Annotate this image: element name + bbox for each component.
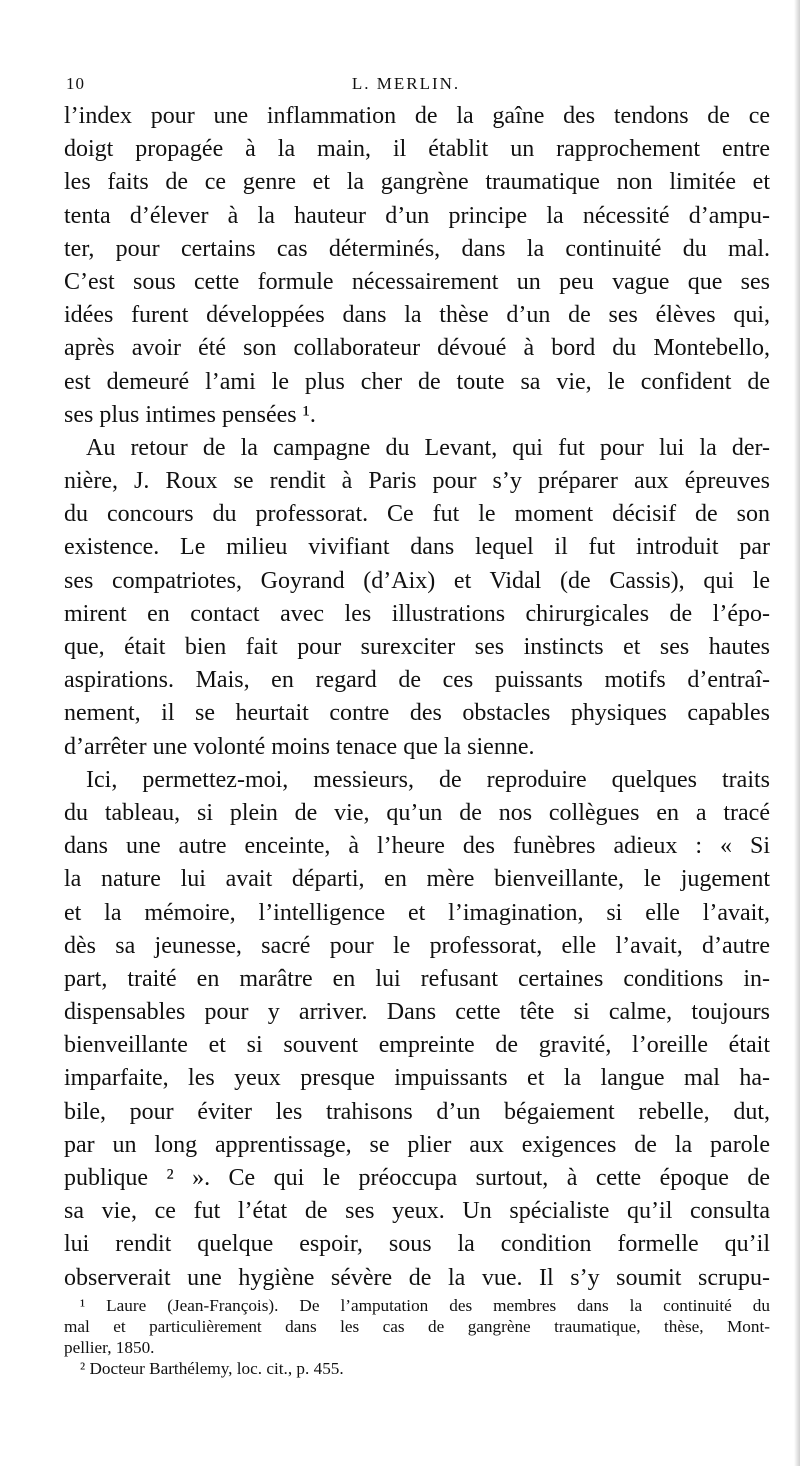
text-line: après avoir été son collaborateur dévoué à bord du Montebello, [64,335,770,362]
running-head: L. MERLIN. [351,74,461,93]
text-line: existence. Le milieu vivifiant dans lequel il fut introduit par [64,534,770,561]
text-line: d’arrêter une volonté moins tenace que la sienne. [64,733,535,760]
text-line: dispensables pour y arriver. Dans cette tête si calme, toujours [64,999,770,1026]
footnote-line: ² Docteur Barthélemy, loc. cit., p. 455. [80,1359,344,1378]
text-line: aspirations. Mais, en regard de ces puissants motifs d’entraî- [64,667,770,694]
text-line: C’est sous cette formule nécessairement un peu vague que ses [64,268,770,295]
text-line: est demeuré l’ami le plus cher de toute sa vie, le confident de [64,368,770,395]
text-line: observerait une hygiène sévère de la vue. Il s’y soumit scrupu- [64,1264,770,1291]
text-line: les faits de ce genre et la gangrène traumatique non limitée et [64,169,770,196]
text-line: bienveillante et si souvent empreinte de gravité, l’oreille était [64,1032,770,1059]
page-header [66,74,746,98]
text-line: dès sa jeunesse, sacré pour le professorat, elle l’avait, d’autre [64,932,770,959]
footnotes [64,1295,770,1379]
body-text [64,100,770,1295]
text-line: que, était bien fait pour surexciter ses instincts et ses hautes [64,634,770,660]
text-line: par un long apprentissage, se plier aux exigences de la parole [64,1131,770,1158]
text-line: ter, pour certains cas déterminés, dans la continuité du mal. [64,235,770,262]
text-line: nement, il se heurtait contre des obstacles physiques capables [64,700,770,727]
text-line: ses compatriotes, Goyrand (d’Aix) et Vidal (de Cassis), qui le [64,567,770,594]
text-line: ses plus intimes pensées ¹. [64,401,316,428]
text-line: mirent en contact avec les illustrations chirurgicales de l’épo- [64,600,770,627]
footnote-line: pellier, 1850. [64,1338,155,1357]
text-line: doigt propagée à la main, il établit un rapprochement entre [64,136,770,163]
text-line: la nature lui avait départi, en mère bienveillante, le jugement [64,866,770,893]
footnote-line: mal et particulièrement dans les cas de gangrène traumatique, thèse, Mont- [64,1317,770,1336]
footnote-line: ¹ Laure (Jean-François). De l’amputation des membres dans la continuité du [80,1296,770,1315]
text-line: lui rendit quelque espoir, sous la condition formelle qu’il [64,1231,770,1258]
text-line: l’index pour une inflammation de la gaîne des tendons de ce [64,103,770,129]
text-line: et la mémoire, l’intelligence et l’imagination, si elle l’avait, [64,899,770,926]
page-number: 10 [66,74,85,93]
text-line: du concours du professorat. Ce fut le moment décisif de son [64,501,770,528]
text-line: bile, pour éviter les trahisons d’un bégaiement rebelle, dut, [64,1098,770,1125]
page-edge-shadow [794,0,800,1466]
text-line: idées furent développées dans la thèse d’un de ses élèves qui, [64,302,770,329]
text-line: dans une autre enceinte, à l’heure des funèbres adieux : « Si [64,833,770,860]
text-line: Ici, permettez-moi, messieurs, de reproduire quelques traits [86,766,770,793]
text-line: du tableau, si plein de vie, qu’un de nos collègues en a tracé [64,799,770,826]
text-line: imparfaite, les yeux presque impuissants et la langue mal ha- [64,1065,770,1092]
text-line: nière, J. Roux se rendit à Paris pour s’y préparer aux épreuves [64,468,770,495]
text-line: part, traité en marâtre en lui refusant certaines conditions in- [64,965,770,992]
text-line: sa vie, ce fut l’état de ses yeux. Un spécialiste qu’il consulta [64,1198,770,1225]
text-line: publique ² ». Ce qui le préoccupa surtout, à cette époque de [64,1165,770,1191]
text-line: tenta d’élever à la hauteur d’un principe la nécessité d’ampu- [64,202,770,229]
text-line: Au retour de la campagne du Levant, qui fut pour lui la der- [86,434,770,461]
